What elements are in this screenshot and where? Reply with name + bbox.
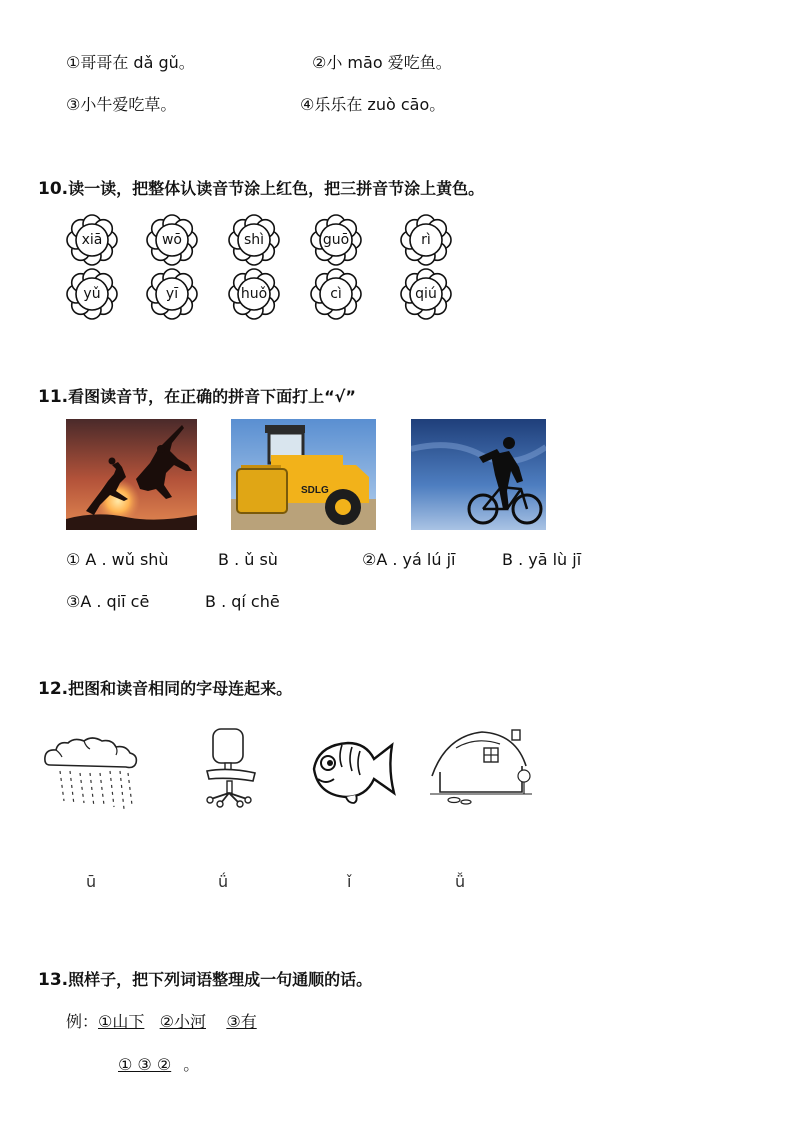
flower-syllable[interactable] <box>66 214 118 266</box>
flower-syllable[interactable] <box>228 214 280 266</box>
q10-heading <box>38 176 484 199</box>
q11-option-3a: ③A . qiī cē <box>66 592 150 611</box>
q9-option-2: ②小 māo 爱吃鱼。 <box>312 53 452 72</box>
flower-pinyin: wō <box>161 232 182 248</box>
roller-brand-text: SDLG <box>301 485 329 496</box>
letter-1: ū <box>86 872 97 891</box>
q12-title: 把图和读音相同的字母连起来。 <box>68 679 293 698</box>
rain-cloud-icon <box>42 735 142 817</box>
flower-pinyin: qiú <box>415 286 437 302</box>
letter-4: ǚ <box>455 872 466 891</box>
flower-pinyin: huǒ <box>240 286 268 302</box>
example-word-3: ③有 <box>226 1012 257 1031</box>
road-roller-photo <box>231 419 376 530</box>
flower-syllable[interactable] <box>400 214 452 266</box>
flower-syllable[interactable] <box>66 268 118 320</box>
flower-pinyin: cì <box>330 286 342 302</box>
q13-heading <box>38 967 372 990</box>
q11-number: 11. <box>38 387 69 407</box>
letter-2: ǘ <box>218 872 229 891</box>
q12-number: 12. <box>38 679 69 699</box>
chair-icon <box>203 725 263 813</box>
q11-option-3b: B . qí chē <box>205 592 280 611</box>
example-label: 例： <box>66 1012 99 1031</box>
dancing-silhouette-photo <box>66 419 197 530</box>
answer-end: 。 <box>183 1055 200 1074</box>
q10-number: 10. <box>38 179 69 199</box>
q13-answer <box>106 1052 199 1075</box>
q12-heading <box>38 676 292 699</box>
flower-pinyin: shì <box>243 232 265 248</box>
example-word-1: ①山下 <box>98 1012 145 1031</box>
answer-order: ① ③ ② <box>118 1055 172 1074</box>
q9-option-3: ③小牛爱吃草。 <box>66 95 177 114</box>
flower-syllable[interactable] <box>400 268 452 320</box>
flower-syllable[interactable] <box>146 214 198 266</box>
flower-syllable[interactable] <box>228 268 280 320</box>
flower-pinyin: rì <box>421 232 431 248</box>
flower-syllable[interactable] <box>146 268 198 320</box>
flower-syllable[interactable] <box>310 268 362 320</box>
q10-title: 读一读，把整体认读音节涂上红色，把三拼音节涂上黄色。 <box>68 179 485 198</box>
q13-example <box>66 1009 257 1032</box>
fish-icon <box>308 735 398 809</box>
flower-pinyin: guō <box>322 232 350 248</box>
q11-title: 看图读音节，在正确的拼音下面打上“√” <box>68 387 356 406</box>
q11-heading <box>38 384 356 407</box>
flower-pinyin: yī <box>165 286 179 302</box>
q11-option-2a: ②A . yá lú jī <box>362 550 456 569</box>
q9-option-4: ④乐乐在 zuò cāo。 <box>300 95 446 114</box>
house-icon <box>426 726 536 810</box>
letter-3: ǐ <box>347 872 352 891</box>
flower-pinyin: xiā <box>81 232 103 248</box>
q9-option-1: ①哥哥在 dǎ gǔ。 <box>66 53 195 72</box>
flower-syllable[interactable] <box>310 214 362 266</box>
q11-option-1b: B . ǔ sù <box>218 550 278 569</box>
q13-title: 照样子，把下列词语整理成一句通顺的话。 <box>68 970 373 989</box>
q13-number: 13. <box>38 970 69 990</box>
flower-pinyin: yǔ <box>83 286 101 302</box>
q11-option-1a: ① A . wǔ shù <box>66 550 169 569</box>
cyclist-silhouette-photo <box>411 419 546 530</box>
example-word-2: ②小河 <box>159 1012 206 1031</box>
q11-option-2b: B . yā lù jī <box>502 550 582 569</box>
